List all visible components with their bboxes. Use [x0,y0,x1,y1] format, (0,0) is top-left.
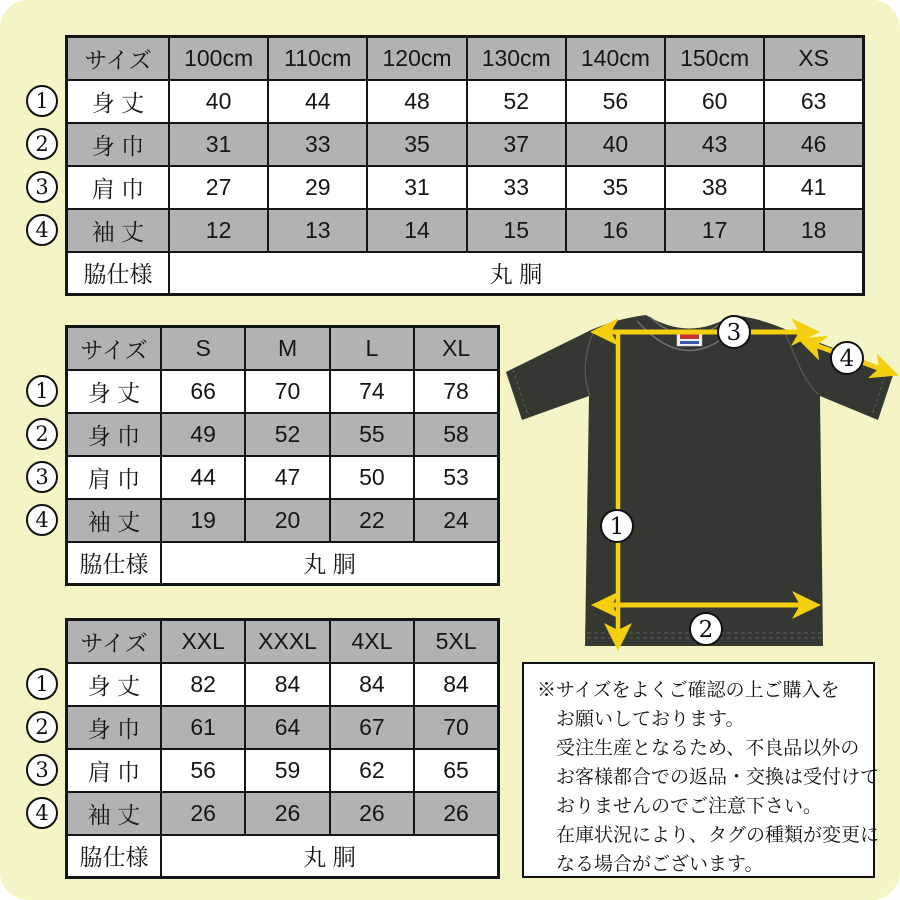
measurement-value: 70 [414,706,498,749]
measurement-label: 袖 丈 [67,792,162,835]
side-spec-value: 丸 胴 [169,252,864,295]
measurement-value: 29 [268,166,367,209]
side-spec-row [67,252,864,295]
size-column-header: 120cm [367,37,466,80]
measurement-value: 56 [161,749,245,792]
measurement-value: 59 [245,749,329,792]
row-marker-1: 1 [26,668,58,700]
svg-text:3: 3 [726,320,742,346]
measurement-value: 19 [161,499,245,542]
measurement-value: 12 [169,209,268,252]
row-marker-4: 4 [26,797,58,829]
measurement-row [67,792,499,835]
measurement-value: 17 [665,209,764,252]
measurement-value: 27 [169,166,268,209]
measurement-value: 48 [367,80,466,123]
measurement-value: 24 [414,499,498,542]
side-spec-label: 脇仕様 [67,542,162,585]
measurement-value: 61 [161,706,245,749]
measurement-label: 袖 丈 [67,499,162,542]
measurement-value: 18 [764,209,863,252]
measurement-value: 26 [330,792,414,835]
measurement-value: 26 [414,792,498,835]
measurement-value: 49 [161,413,245,456]
measurement-row [67,456,499,499]
measurement-value: 84 [414,663,498,706]
size-column-header: XXL [161,620,245,663]
measurement-value: 26 [161,792,245,835]
measurement-value: 40 [566,123,665,166]
measurement-value: 84 [245,663,329,706]
measurement-value: 38 [665,166,764,209]
row-marker-4: 4 [26,214,58,246]
measurement-row [67,80,864,123]
measurement-label: 肩 巾 [67,456,162,499]
measurement-value: 14 [367,209,466,252]
diagram-marker-4 [831,342,863,374]
tshirt-measurement-diagram [500,308,900,660]
svg-text:2: 2 [698,617,714,643]
size-column-header: M [245,327,329,370]
measurement-value: 40 [169,80,268,123]
size-column-header: 5XL [414,620,498,663]
measurement-value: 31 [367,166,466,209]
row-marker-2: 2 [26,711,58,743]
notice-line: お願いしております。 [556,709,745,730]
measurement-label: 身 丈 [67,80,170,123]
measurement-value: 15 [467,209,566,252]
measurement-row [67,706,499,749]
measurement-row [67,123,864,166]
measurement-value: 84 [330,663,414,706]
measurement-value: 67 [330,706,414,749]
measurement-value: 13 [268,209,367,252]
measurement-value: 33 [467,166,566,209]
svg-text:4: 4 [839,346,855,372]
size-header-label: サイズ [67,37,170,80]
measurement-label: 肩 巾 [67,749,162,792]
svg-text:1: 1 [609,514,625,540]
size-column-header: 140cm [566,37,665,80]
measurement-label: 身 丈 [67,663,162,706]
measurement-value: 65 [414,749,498,792]
notice-line: お客様都合での返品・交換は受付けて [556,767,880,788]
measurement-value: 43 [665,123,764,166]
measurement-value: 55 [330,413,414,456]
purchase-notice-box [522,662,880,878]
size-column-header: 110cm [268,37,367,80]
measurement-value: 44 [268,80,367,123]
row-marker-2: 2 [26,128,58,160]
measurement-row [67,749,499,792]
notice-line: ※サイズをよくご確認の上ご購入を [537,680,840,701]
measurement-label: 身 巾 [67,413,162,456]
size-column-header: XL [414,327,498,370]
kids-size-table [65,35,865,296]
measurement-value: 22 [330,499,414,542]
measurement-value: 74 [330,370,414,413]
row-marker-3: 3 [26,754,58,786]
measurement-value: 35 [367,123,466,166]
measurement-value: 56 [566,80,665,123]
measurement-value: 46 [764,123,863,166]
size-column-header: 100cm [169,37,268,80]
measurement-label: 身 巾 [67,706,162,749]
row-marker-1: 1 [26,375,58,407]
measurement-label: 身 丈 [67,370,162,413]
notice-line: なる場合がございます。 [556,854,764,875]
measurement-value: 47 [245,456,329,499]
measurement-value: 44 [161,456,245,499]
diagram-marker-3 [718,316,750,348]
side-spec-label: 脇仕様 [67,252,170,295]
row-marker-3: 3 [26,461,58,493]
side-spec-label: 脇仕様 [67,835,162,878]
measurement-row [67,166,864,209]
measurement-value: 64 [245,706,329,749]
notice-line: 受注生産となるため、不良品以外の [556,738,860,759]
measurement-value: 41 [764,166,863,209]
size-column-header: XXXL [245,620,329,663]
measurement-value: 26 [245,792,329,835]
row-marker-4: 4 [26,504,58,536]
measurement-row [67,499,499,542]
measurement-value: 62 [330,749,414,792]
side-spec-value: 丸 胴 [161,542,499,585]
size-header-label: サイズ [67,327,162,370]
measurement-value: 52 [245,413,329,456]
measurement-value: 63 [764,80,863,123]
diagram-marker-1 [601,510,633,542]
side-spec-value: 丸 胴 [161,835,499,878]
measurement-value: 66 [161,370,245,413]
measurement-value: 60 [665,80,764,123]
measurement-row [67,663,499,706]
size-column-header: L [330,327,414,370]
measurement-value: 82 [161,663,245,706]
size-column-header: XS [764,37,863,80]
size-column-header: 4XL [330,620,414,663]
measurement-label: 肩 巾 [67,166,170,209]
measurement-value: 53 [414,456,498,499]
size-column-header: S [161,327,245,370]
row-marker-3: 3 [26,171,58,203]
measurement-value: 52 [467,80,566,123]
measurement-value: 33 [268,123,367,166]
side-spec-row [67,835,499,878]
diagram-marker-2 [690,613,722,645]
adult-size-table [65,325,500,586]
measurement-value: 20 [245,499,329,542]
notice-line: 在庫状況により、タグの種類が変更に [556,825,880,846]
measurement-value: 78 [414,370,498,413]
measurement-label: 身 巾 [67,123,170,166]
measurement-value: 31 [169,123,268,166]
big-size-table [65,618,500,879]
measurement-row [67,370,499,413]
measurement-label: 袖 丈 [67,209,170,252]
notice-line: おりませんのでご注意下さい。 [556,796,823,817]
measurement-value: 16 [566,209,665,252]
measurement-row [67,209,864,252]
size-column-header: 150cm [665,37,764,80]
side-spec-row [67,542,499,585]
size-column-header: 130cm [467,37,566,80]
size-header-label: サイズ [67,620,162,663]
measurement-row [67,413,499,456]
row-marker-2: 2 [26,418,58,450]
row-marker-1: 1 [26,85,58,117]
measurement-value: 35 [566,166,665,209]
measurement-value: 37 [467,123,566,166]
measurement-value: 70 [245,370,329,413]
measurement-value: 58 [414,413,498,456]
measurement-value: 50 [330,456,414,499]
